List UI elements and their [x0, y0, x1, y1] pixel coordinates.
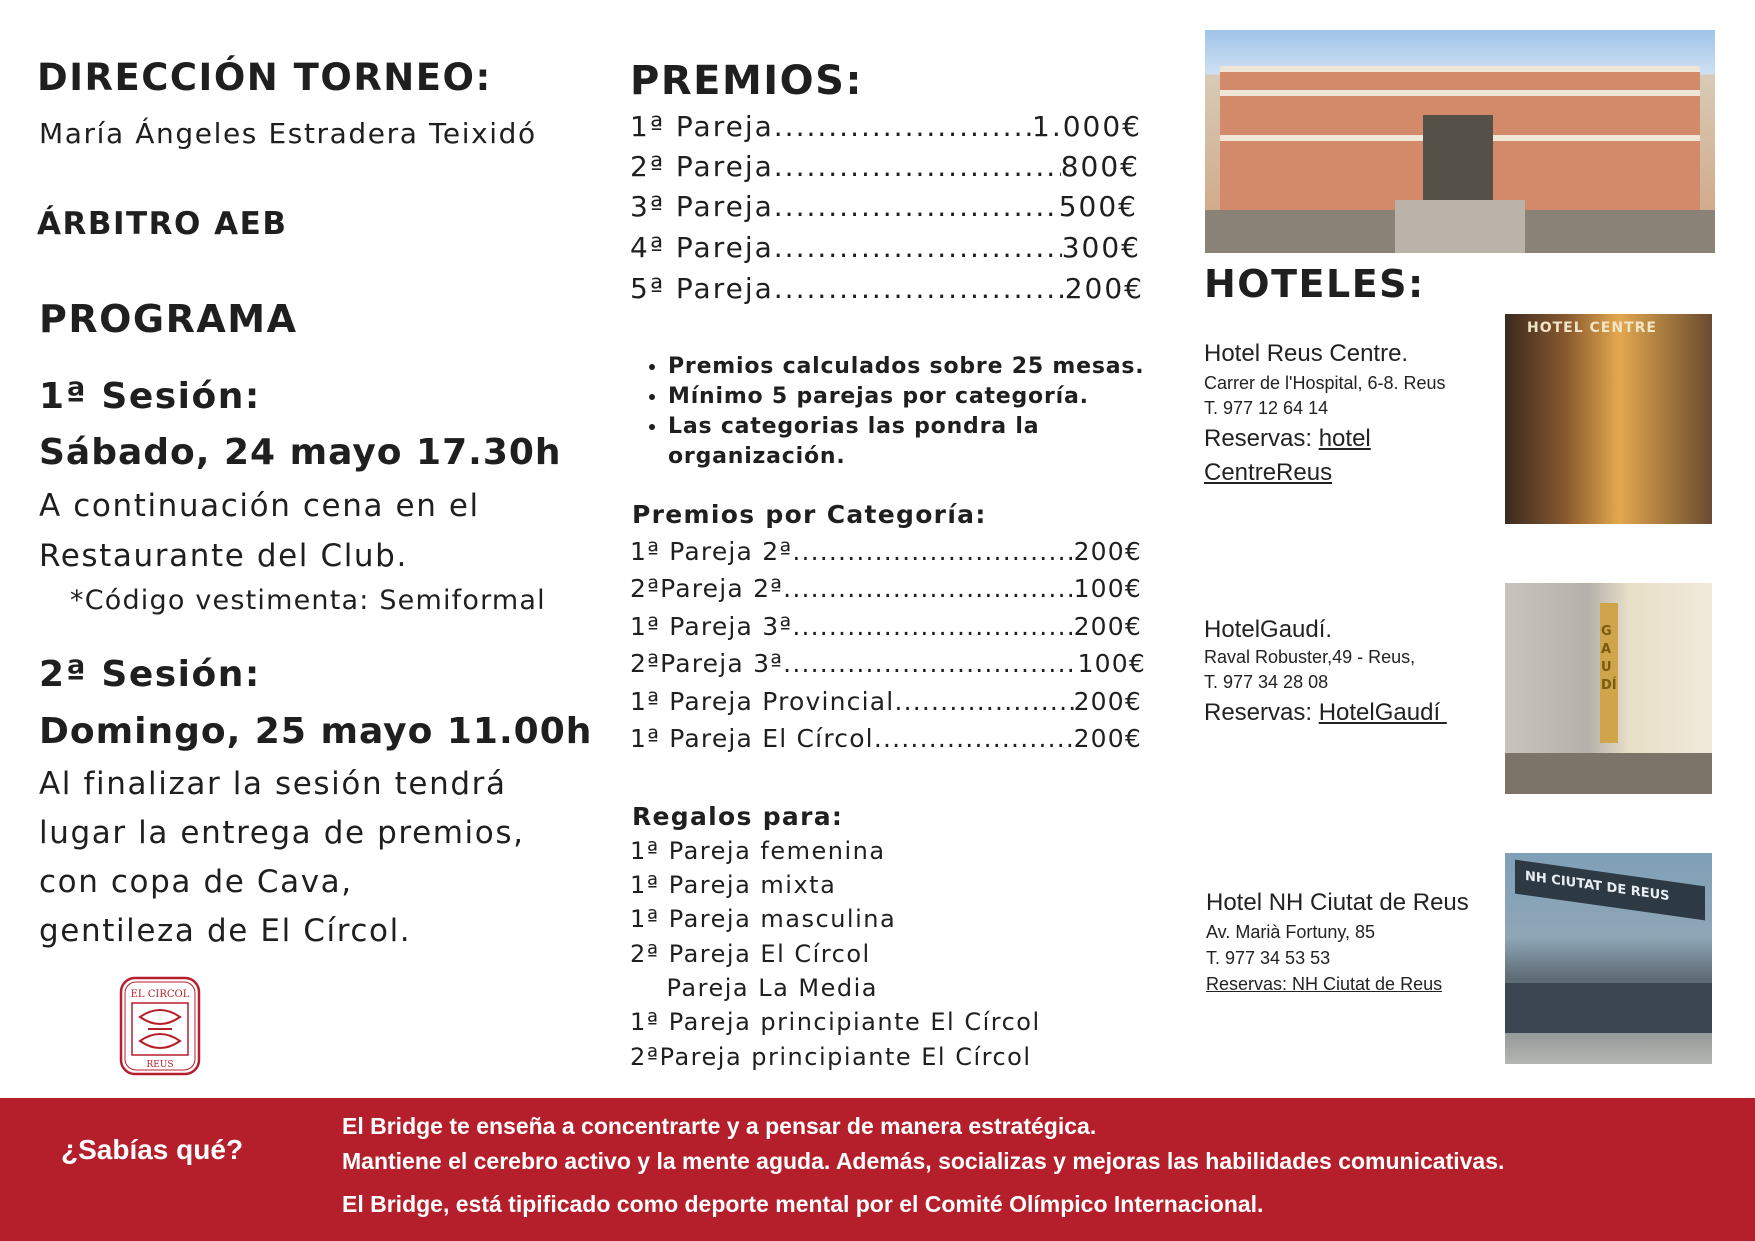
regalo-item: 2ªPareja principiante El Círcol	[630, 1043, 1032, 1071]
hotel-address: Av. Marià Fortuny, 85	[1206, 922, 1376, 942]
regalo-item: 1ª Pareja principiante El Círcol	[630, 1008, 1041, 1036]
session1-line1: A continuación cena en el	[39, 488, 480, 524]
town-hall-photo	[1205, 30, 1715, 253]
premios-title: PREMIOS:	[630, 58, 863, 104]
hotel-address: Carrer de l'Hospital, 6-8. Reus	[1204, 373, 1446, 393]
reservas-row	[1204, 699, 1447, 727]
hotel-nh-photo	[1505, 853, 1712, 1064]
director-name: María Ángeles Estradera Teixidó	[39, 117, 537, 150]
session2-title: 2ª Sesión:	[39, 654, 261, 695]
regalo-item: Pareja La Media	[630, 974, 879, 1002]
categoria-row: 2ªPareja 3ª ..... 100€	[630, 649, 1146, 678]
categoria-row: 1ª Pareja Provincial ..... 200€	[630, 687, 1142, 716]
categoria-row: 1ª Pareja 3ª ..... 200€	[630, 612, 1142, 641]
hotel-name: HotelGaudí.	[1204, 616, 1333, 643]
hotel-gaudi-photo	[1505, 583, 1712, 794]
hotel-sign: HOTEL CENTRE	[1527, 320, 1657, 336]
direccion-title: DIRECCIÓN TORNEO:	[37, 56, 492, 99]
hoteles-title: HOTELES:	[1204, 262, 1425, 306]
premio-row: 4ª Pareja ..... 300€	[630, 231, 1141, 264]
note-item: • Mínimo 5 parejas por categoría.	[668, 382, 1150, 412]
hotel-centre-photo	[1505, 314, 1712, 524]
reservas-label: Reservas:	[1204, 699, 1319, 726]
hotel-name: Hotel Reus Centre.	[1204, 340, 1409, 367]
reservas-label: Reservas:	[1204, 425, 1319, 452]
hotel-address: Raval Robuster,49 - Reus,	[1204, 647, 1416, 667]
session2-line: lugar la entrega de premios,	[39, 815, 525, 851]
categoria-title: Premios por Categoría:	[632, 500, 987, 529]
footer-banner	[0, 1098, 1755, 1241]
footer-line: El Bridge, está tipificado como deporte mental por el Comité Olímpico Internacional.	[342, 1191, 1264, 1217]
reservas-row	[1204, 425, 1371, 453]
hotel-phone: T. 977 34 28 08	[1204, 672, 1329, 692]
reservas-link[interactable]: hotel	[1318, 425, 1371, 452]
reservas-link[interactable]: CentreReus	[1204, 459, 1333, 486]
reservas-link[interactable]: Reservas: NH Ciutat de Reus	[1206, 974, 1443, 994]
session2-date: Domingo, 25 mayo 11.00h	[39, 711, 593, 752]
el-circol-logo	[118, 975, 202, 1077]
premio-row: 3ª Pareja ..... 500€	[630, 190, 1138, 223]
regalo-item: 2ª Pareja El Círcol	[630, 940, 871, 968]
svg-text:EL CIRCOL: EL CIRCOL	[130, 989, 190, 1000]
session1-title: 1ª Sesión:	[39, 376, 261, 417]
regalo-item: 1ª Pareja mixta	[630, 871, 837, 899]
footer-question: ¿Sabías qué?	[61, 1134, 244, 1165]
regalos-title: Regalos para:	[632, 802, 844, 831]
categoria-row: 1ª Pareja El Círcol ..... 200€	[630, 724, 1142, 753]
session2-line: gentileza de El Círcol.	[39, 913, 412, 949]
hotel-name: Hotel NH Ciutat de Reus	[1206, 889, 1469, 916]
premio-row: 5ª Pareja ..... 200€	[630, 272, 1144, 305]
programa-title: PROGRAMA	[39, 297, 298, 341]
arbitro-label: ÁRBITRO AEB	[37, 206, 288, 242]
regalo-item: 1ª Pareja femenina	[630, 837, 886, 865]
hotel-sign: GAUDÍ	[1601, 624, 1617, 693]
session1-date: Sábado, 24 mayo 17.30h	[39, 432, 562, 473]
premio-row: 2ª Pareja ..... 800€	[630, 150, 1140, 183]
hotel-sign: NH CIUTAT DE REUS	[1525, 868, 1670, 905]
note-item: • Premios calculados sobre 25 mesas.	[668, 352, 1150, 382]
hotel-phone: T. 977 34 53 53	[1206, 948, 1331, 968]
premios-notes	[630, 352, 1150, 472]
middle-column	[630, 0, 1150, 1095]
premio-row: 1ª Pareja ..... 1.000€	[630, 110, 1142, 143]
session2-line: Al finalizar la sesión tendrá	[39, 766, 507, 802]
categoria-row: 2ªPareja 2ª ..... 100€	[630, 574, 1142, 603]
svg-text:REUS: REUS	[146, 1060, 174, 1070]
hotel-phone: T. 977 12 64 14	[1204, 398, 1329, 418]
footer-line: Mantiene el cerebro activo y la mente aguda. Además, socializas y mejoras las habilidades comunicativas.	[342, 1148, 1505, 1174]
regalo-item: 1ª Pareja masculina	[630, 905, 897, 933]
categoria-row: 1ª Pareja 2ª ..... 200€	[630, 537, 1142, 566]
dress-code: *Código vestimenta: Semiformal	[70, 585, 546, 616]
footer-line: El Bridge te enseña a concentrarte y a pensar de manera estratégica.	[342, 1113, 1097, 1139]
session2-line: con copa de Cava,	[39, 864, 353, 900]
session1-line2: Restaurante del Club.	[39, 538, 408, 574]
reservas-link[interactable]: HotelGaudí	[1318, 699, 1447, 726]
note-item: • Las categorias las pondra la organización.	[668, 412, 1150, 472]
